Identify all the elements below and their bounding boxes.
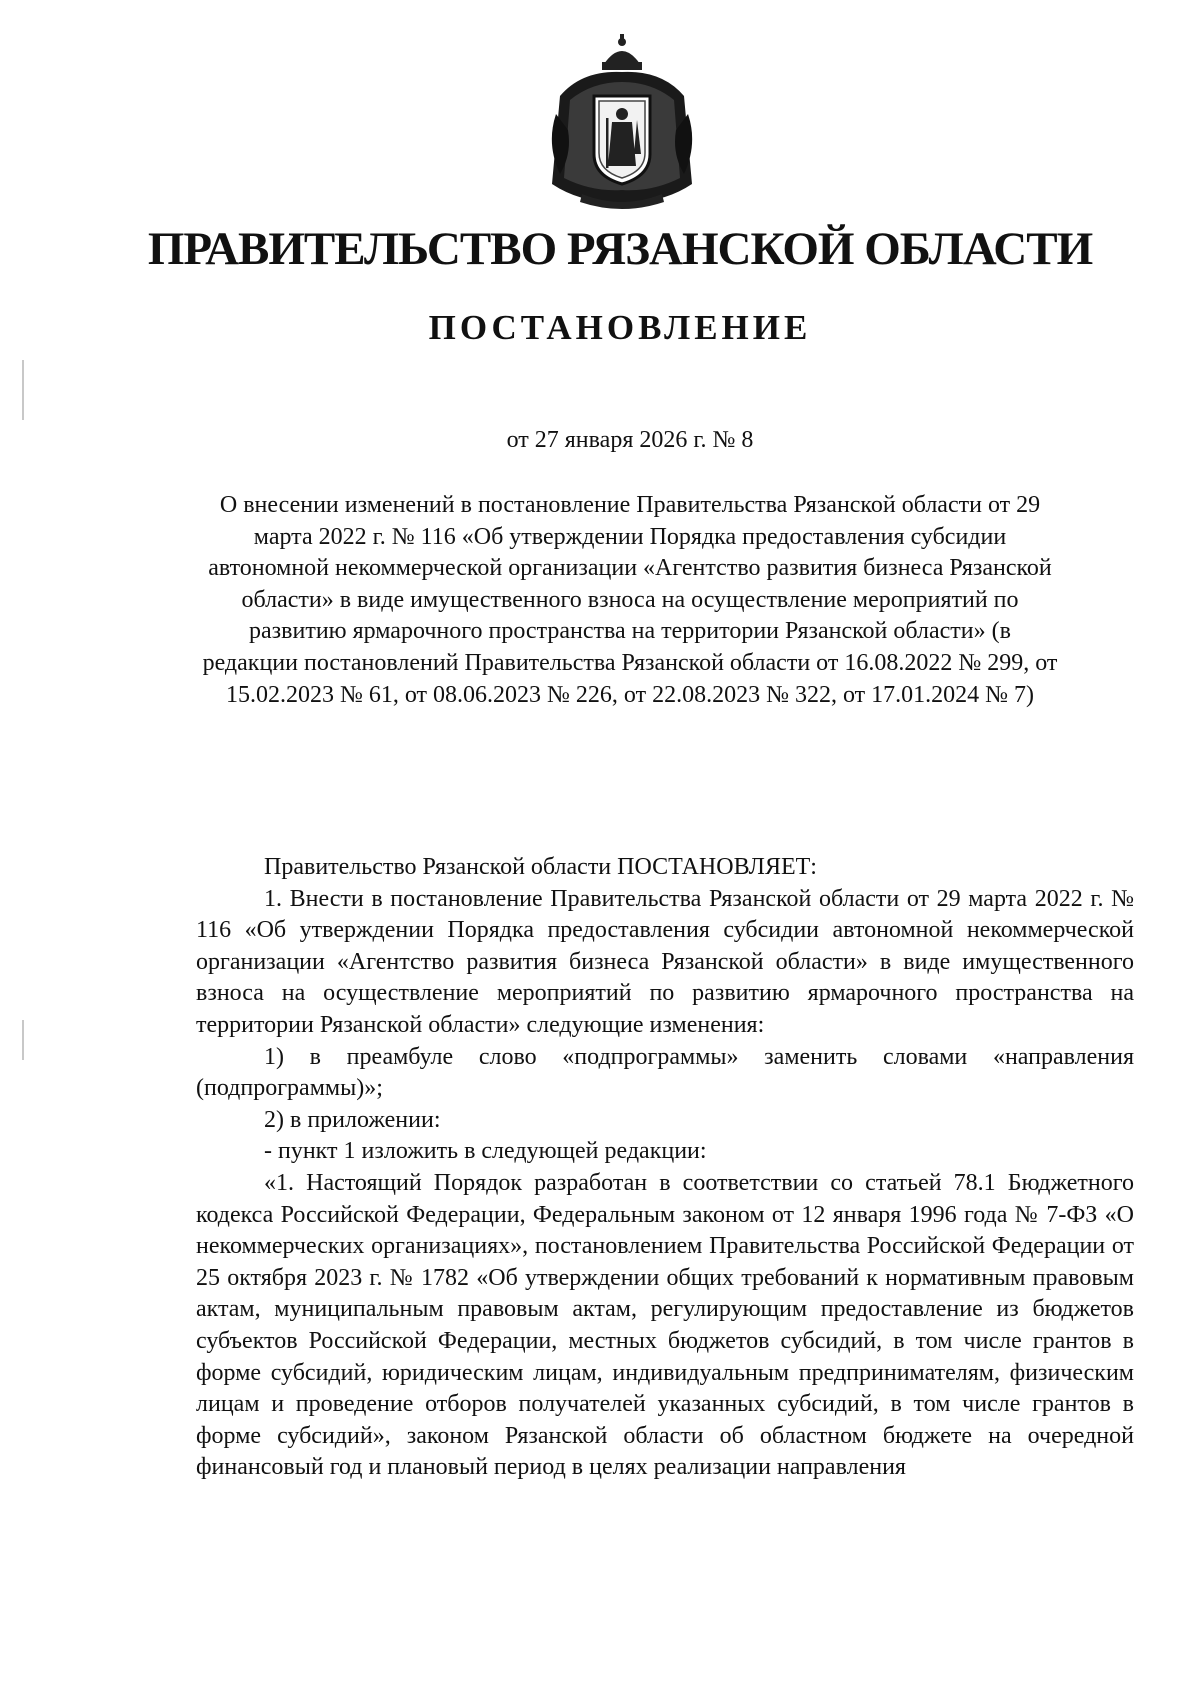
document-date-number: от 27 января 2026 г. № 8: [506, 427, 754, 453]
document-body: [196, 852, 1134, 1484]
body-paragraph-2: 1) в преамбуле слово «подпрограммы» заменить словами «направления (подпрограммы)»;: [196, 1043, 1134, 1102]
body-paragraph-5: «1. Настоящий Порядок разработан в соответствии со статьей 78.1 Бюджетного кодекса Российской Федерации, Федеральным законом от 12 января 1996 года № 7-ФЗ «О некоммерческих организациях», постановлением Правительства Российской Федерации от 25 октября 2023 г. № 1782 «Об утверждении общих требований к нормативным правовым актам, муниципальным правовым актам, регулирующим предоставление из бюджетов субъектов Российской Федерации, местных бюджетов субсидий, в том числе грантов в форме субсидий, юридическим лицам, индивидуальным предпринимателям, физическим лицам и проведение отборов получателей указанных субсидий, в том числе грантов в форме субсидий», законом Рязанской области об областном бюджете на очередной финансовый год и плановый период в целях реализации направления: [196, 1169, 1134, 1481]
body-paragraph-1: 1. Внести в постановление Правительства Рязанской области от 29 марта 2022 г. № 116 «Об утверждении Порядка предоставления субсидии автономной некоммерческой организации «Агентство развития бизнеса Рязанской области» в виде имущественного взноса на осуществление мероприятий по развитию ярмарочного пространства на территории Рязанской области» следующие изменения:: [196, 885, 1134, 1038]
coat-of-arms-icon: [542, 34, 702, 214]
body-paragraph-4: - пункт 1 изложить в следующей редакции:: [264, 1138, 707, 1165]
government-title: ПРАВИТЕЛЬСТВО РЯЗАНСКОЙ ОБЛАСТИ: [147, 223, 1093, 275]
scan-edge-mark: [22, 360, 24, 420]
scan-edge-mark: [22, 1020, 24, 1060]
document-type-title: ПОСТАНОВЛЕНИЕ: [428, 308, 812, 347]
body-intro: Правительство Рязанской области ПОСТАНОВЛЯЕТ:: [264, 854, 817, 880]
body-paragraph-3: 2) в приложении:: [264, 1106, 441, 1133]
document-subject: О внесении изменений в постановление Правительства Рязанской области от 29 марта 2022 г. № 116 «Об утверждении Порядка предоставления субсидии автономной некоммерческой организации «Агентство развития бизнеса Рязанской области» в виде имущественного взноса на осуществление мероприятий по развитию ярмарочного пространства на территории Рязанской области» (в редакции постановлений Правительства Рязанской области от 16.08.2022 № 299, от 15.02.2023 № 61, от 08.06.2023 № 226, от 22.08.2023 № 322, от 17.01.2024 № 7): [202, 492, 1058, 708]
